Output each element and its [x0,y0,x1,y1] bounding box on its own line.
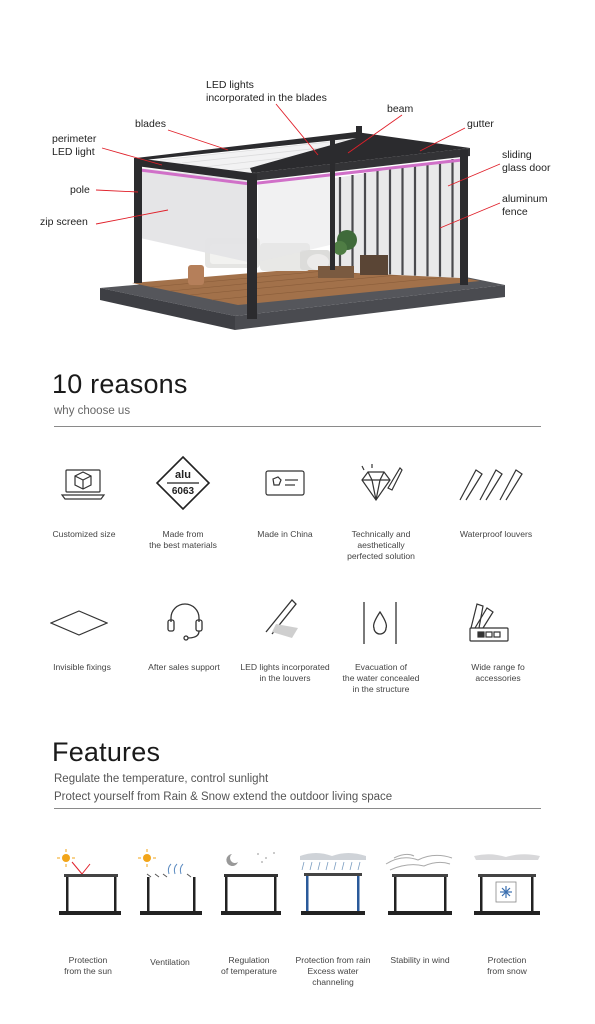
reason-label-3: Made in China [257,529,313,539]
feature-label-1: Protection from the sun [64,955,112,976]
diamond-pen-icon [358,462,404,511]
pole-back-right [460,150,468,285]
reason-label-9: Evacuation of the water concealed in the structure [342,662,420,694]
callout-pole: pole [70,184,90,196]
callout-gutter: gutter [467,118,494,130]
coffee-table [318,266,354,278]
feature-label-6: Protection from snow [487,955,527,976]
pole-front-left [134,158,142,283]
callout-led-blades: LED lights incorporated in the blades [206,79,327,104]
reason-label-1: Customized size [52,529,116,539]
alu-6063-diamond-icon [155,455,211,516]
reason-label-4: Technically and aesthetically perfected solution [347,529,415,561]
feature-label-5: Stability in wind [390,955,450,965]
reasons-subtitle: why choose us [54,405,131,417]
pole-front-right [247,174,257,319]
reason-label-6: Invisible fixings [53,662,111,672]
features-title: Features [52,737,161,767]
reason-label-8: LED lights incorporated in the louvers [240,662,330,683]
features-divider [54,808,541,809]
callout-zip-screen: zip screen [40,216,88,228]
wind-stability-icon [384,848,456,923]
feature-label-2: Ventilation [150,957,190,967]
ventilation-icon [137,848,203,923]
sun-protection-icon [56,848,122,923]
chair [360,255,388,275]
pole-mid [330,140,335,270]
water-drop-icon [362,600,398,651]
callout-aluminum-fence: aluminum fence [502,193,548,218]
features-line-1: Regulate the temperature, control sunlight [54,773,269,785]
diamond-outline-icon [50,610,108,641]
feature-label-3: Regulation of temperature [221,955,277,976]
reason-label-10: Wide range fo accessories [471,662,525,683]
reasons-divider [54,426,541,427]
callout-blades: blades [135,118,166,130]
temperature-icon [218,848,284,923]
snow-protection-icon [470,848,544,923]
side-table [188,265,204,285]
reasons-title: 10 reasons [52,369,188,399]
alu-badge-top: alu [175,469,191,481]
callout-beam: beam [387,103,414,115]
headset-icon [166,600,204,647]
pergola-illustration [0,0,595,340]
feature-label-4: Protection from rain Excess water channeling [295,955,371,987]
callout-sliding-door: sliding glass door [502,149,551,174]
rain-protection-icon [296,848,370,923]
laptop-cube-icon [60,462,106,509]
features-line-2: Protect yourself from Rain & Snow extend the outdoor living space [54,791,393,803]
reason-label-7: After sales support [148,662,220,672]
alu-badge-bottom: 6063 [171,486,195,497]
louvers-icon [458,466,524,507]
reason-label-5: Waterproof louvers [459,529,533,539]
callout-perimeter-led: perimeter LED light [52,133,97,158]
id-card-icon [265,470,305,503]
swatch-icon [467,600,511,649]
led-light-icon [262,598,302,643]
reason-label-2: Made from the best materials [149,529,217,550]
louver-wall-bg [335,158,460,278]
zip-screen-side [258,175,330,262]
